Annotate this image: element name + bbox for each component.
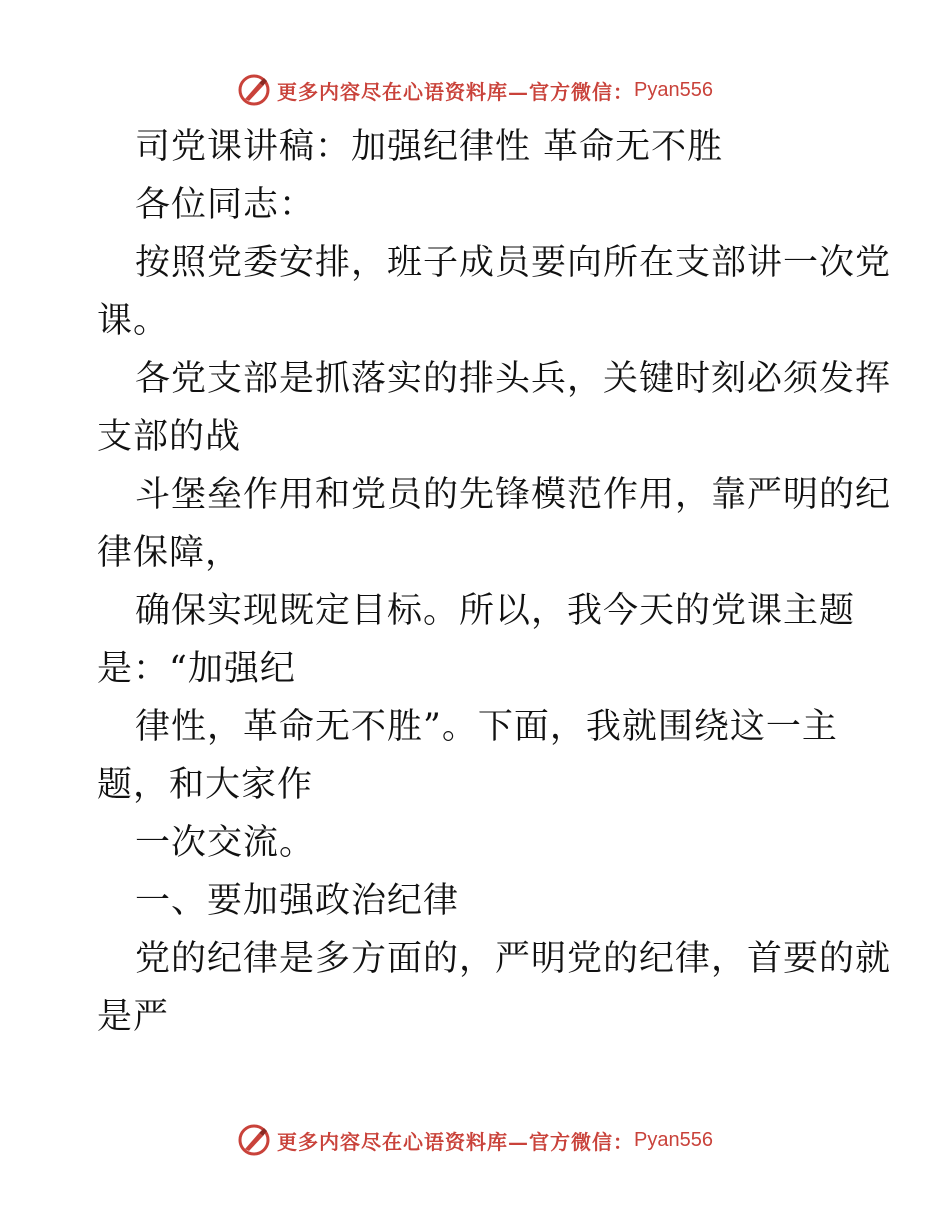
doc-title: 司党课讲稿：加强纪律性 革命无不胜 (135, 127, 724, 167)
doc-line: 题，和大家作 (97, 765, 314, 805)
doc-line: 课。 (97, 301, 170, 341)
banner-text: 更多内容尽在心语资料库—官方微信： (277, 79, 635, 104)
doc-line: 党的纪律是多方面的，严明党的纪律，首要的就 (135, 939, 892, 979)
pen-logo-icon (237, 73, 271, 107)
doc-section-heading: 一、要加强政治纪律 (135, 881, 460, 921)
doc-line: 斗堡垒作用和党员的先锋模范作用，靠严明的纪 (135, 475, 892, 515)
doc-line: 是：“加强纪 (97, 649, 296, 689)
doc-line: 按照党委安排，班子成员要向所在支部讲一次党 (135, 243, 892, 283)
banner-text: 更多内容尽在心语资料库—官方微信： (277, 1129, 635, 1154)
top-watermark-banner (0, 70, 950, 110)
banner-wechat-id: Pyan556 (634, 78, 713, 101)
document-body (97, 118, 892, 1046)
bottom-watermark-banner (0, 1120, 950, 1160)
doc-line: 一次交流。 (135, 823, 316, 863)
doc-line: 律性，革命无不胜”。下面，我就围绕这一主 (135, 707, 838, 747)
banner-wechat-id: Pyan556 (634, 1128, 713, 1151)
doc-line: 各党支部是抓落实的排头兵，关键时刻必须发挥 (135, 359, 892, 399)
doc-line: 律保障， (97, 533, 242, 573)
pen-logo-icon (237, 1123, 271, 1157)
doc-salutation: 各位同志： (135, 185, 316, 225)
doc-line: 支部的战 (97, 417, 242, 457)
doc-line: 是严 (97, 997, 170, 1037)
doc-line: 确保实现既定目标。所以，我今天的党课主题 (135, 591, 856, 631)
